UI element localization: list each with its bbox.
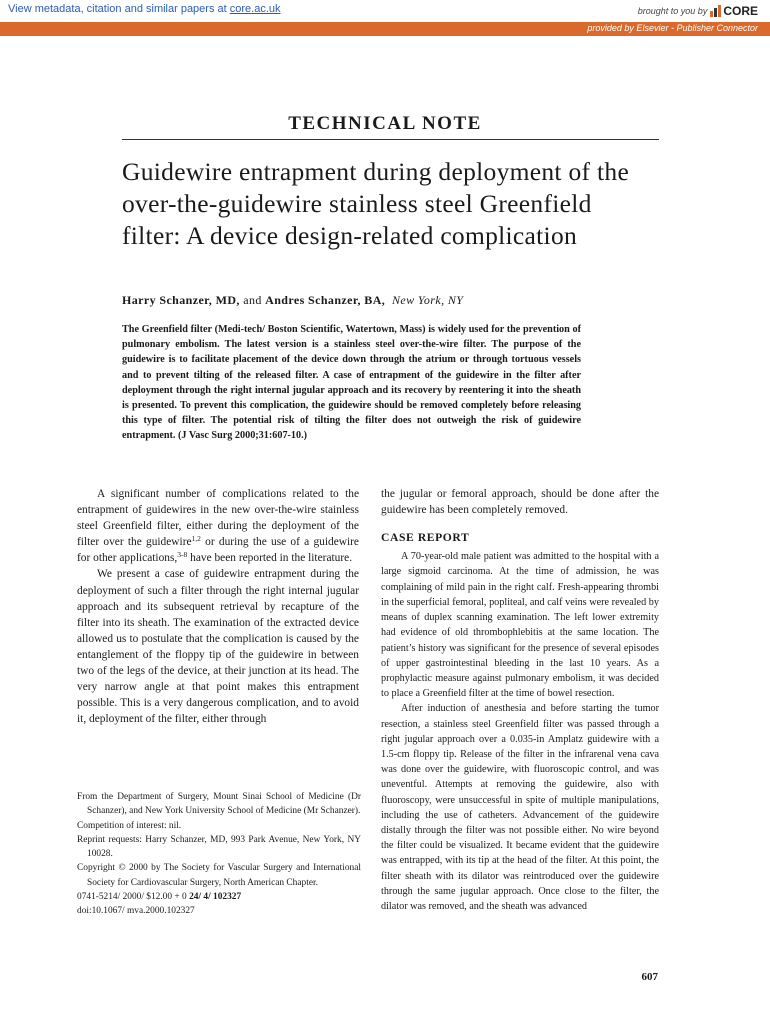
provided-by-text: provided by Elsevier - Publisher Connector bbox=[587, 23, 758, 33]
author-2: Andres Schanzer, BA, bbox=[265, 293, 386, 307]
body-paragraph-2-continued: the jugular or femoral approach, should be done after the guidewire has been completely removed. bbox=[381, 488, 659, 517]
page-number: 607 bbox=[641, 971, 658, 983]
footnote-doi: doi:10.1067/ mva.2000.102327 bbox=[77, 906, 195, 917]
core-metadata-link[interactable] bbox=[8, 3, 281, 15]
section-label: TECHNICAL NOTE bbox=[288, 113, 482, 134]
brought-by bbox=[638, 4, 758, 18]
article-title: Guidewire entrapment during deployment of the over-the-guidewire stainless steel Greenfield filter: A device design-related complication bbox=[122, 157, 630, 250]
author-conjunction: and bbox=[239, 293, 266, 307]
author-line bbox=[122, 293, 463, 308]
core-logo[interactable] bbox=[710, 4, 758, 18]
core-banner bbox=[0, 0, 770, 22]
case-paragraph-2: After induction of anesthesia and before starting the tumor resection, a stainless steel Greenfield filter was passed through a right jugular approach over a 0.035-in Amplatz guidewire with a 1.5-cm floppy tip. Release of the filter in the infrarenal vena cava was done over the guidewire, with fluoroscopic control, and was uneventful. Attempts at removing the guidewire, also with fluoroscopy, were unsuccessful in spite of multiple manipulations, including the use of catheters. Advancement of the guidewire distally through the filter was not possible either. No wire beyond the filter could be visualized. It became evident that the guidewire was entrapped, with its tip at the head of the filter. At this point, the filter sheath with its dilator was reintroduced over the guidewire through the same jugular approach. Once close to the filter, the dilator was removed, and the sheath was advanced bbox=[381, 703, 659, 912]
core-link-domain: core.ac.uk bbox=[229, 3, 281, 15]
body-column-left bbox=[77, 486, 359, 727]
core-logo-text: CORE bbox=[723, 4, 758, 18]
footnote-competition: Competition of interest: nil. bbox=[77, 820, 182, 831]
brought-by-text: brought to you by bbox=[637, 6, 708, 16]
body-paragraph-2: We present a case of guidewire entrapment during the deployment of such a filter through the right internal jugular approach and its subsequent retrieval by recapture of the filter into its sheath. The examination of the extracted device allowed us to postulate that the complication is caused by the entanglement of the floppy tip of the guidewire in between two of the legs of the device, at their junction at its head. The very narrow angle at that point makes this entrapment possible. This is a very dangerous complication, and to avoid it, deployment of the filter, either through bbox=[77, 568, 359, 726]
case-paragraph-1: A 70-year-old male patient was admitted to the hospital with a large sigmoid carcinoma. At the time of admission, he was complaining of mild pain in the right calf. Fresh-appearing thrombi in the superficial femoral, popliteal, and calf veins were revealed by means of duplex scanning examination. The left lower extremity had evidence of old thrombophlebitis at the same location. The patient’s history was significant for the presence of several episodes of upper gastrointestinal bleeding in the last 10 years. As a prophylactic measure against pulmonary embolism, it was decided to place a Greenfield filter at the time of bowel resection. bbox=[381, 551, 659, 700]
body-paragraph-1: A significant number of complications related to the entrapment of guidewires in the new over-the-wire stainless steel Greenfield filter, either during the deployment of the filter over the guidewire$^{1,2}$ or during the use of a guidewire for other applications,$^{3-8}$ have been reported in the literature. bbox=[77, 488, 359, 565]
reference-marker: 1,2 bbox=[191, 534, 201, 544]
case-report-heading: CASE REPORT bbox=[381, 531, 470, 545]
core-provider-strip bbox=[0, 22, 770, 36]
footnote-affiliation: From the Department of Surgery, Mount Sinai School of Medicine (Dr Schanzer), and New York University School of Medicine (Mr Schanzer). bbox=[77, 792, 361, 817]
body-column-right bbox=[381, 486, 659, 914]
footnotes bbox=[77, 790, 361, 919]
reference-marker: 3-8 bbox=[177, 550, 188, 560]
footnote-reprint: Reprint requests: Harry Schanzer, MD, 993 Park Avenue, New York, NY 10028. bbox=[77, 834, 361, 860]
header-rule bbox=[122, 139, 659, 140]
author-1: Harry Schanzer, MD, bbox=[122, 293, 240, 307]
footnote-copyright: Copyright © 2000 by The Society for Vascular Surgery and International Society for Cardiovascular Surgery, North American Chapter. bbox=[77, 863, 361, 888]
core-logo-icon bbox=[710, 5, 721, 17]
footnote-issn: 0741-5214/ 2000/ $12.00 + 0 24/ 4/ 102327 bbox=[77, 892, 242, 903]
author-location: New York, NY bbox=[391, 293, 464, 307]
abstract: The Greenfield filter (Medi-tech/ Boston Scientific, Watertown, Mass) is widely used for the prevention of pulmonary embolism. The latest version is a stainless steel over-the-wire filter. The purpose of the guidewire is to facilitate placement of the device down through the atrium or through tortuous vessels and to prevent tilting of the released filter. A case of entrapment of the guidewire in the filter after deployment through the right internal jugular approach and its recovery by reentering it into the sheath is presented. To prevent this complication, the guidewire should be removed completely before releasing this type of filter. The potential risk of tilting the filter does not outweigh the risk of guidewire entrapment. (J Vasc Surg 2000;31:607-10.) bbox=[122, 324, 581, 442]
core-link-text: View metadata, citation and similar papers at bbox=[8, 3, 230, 15]
